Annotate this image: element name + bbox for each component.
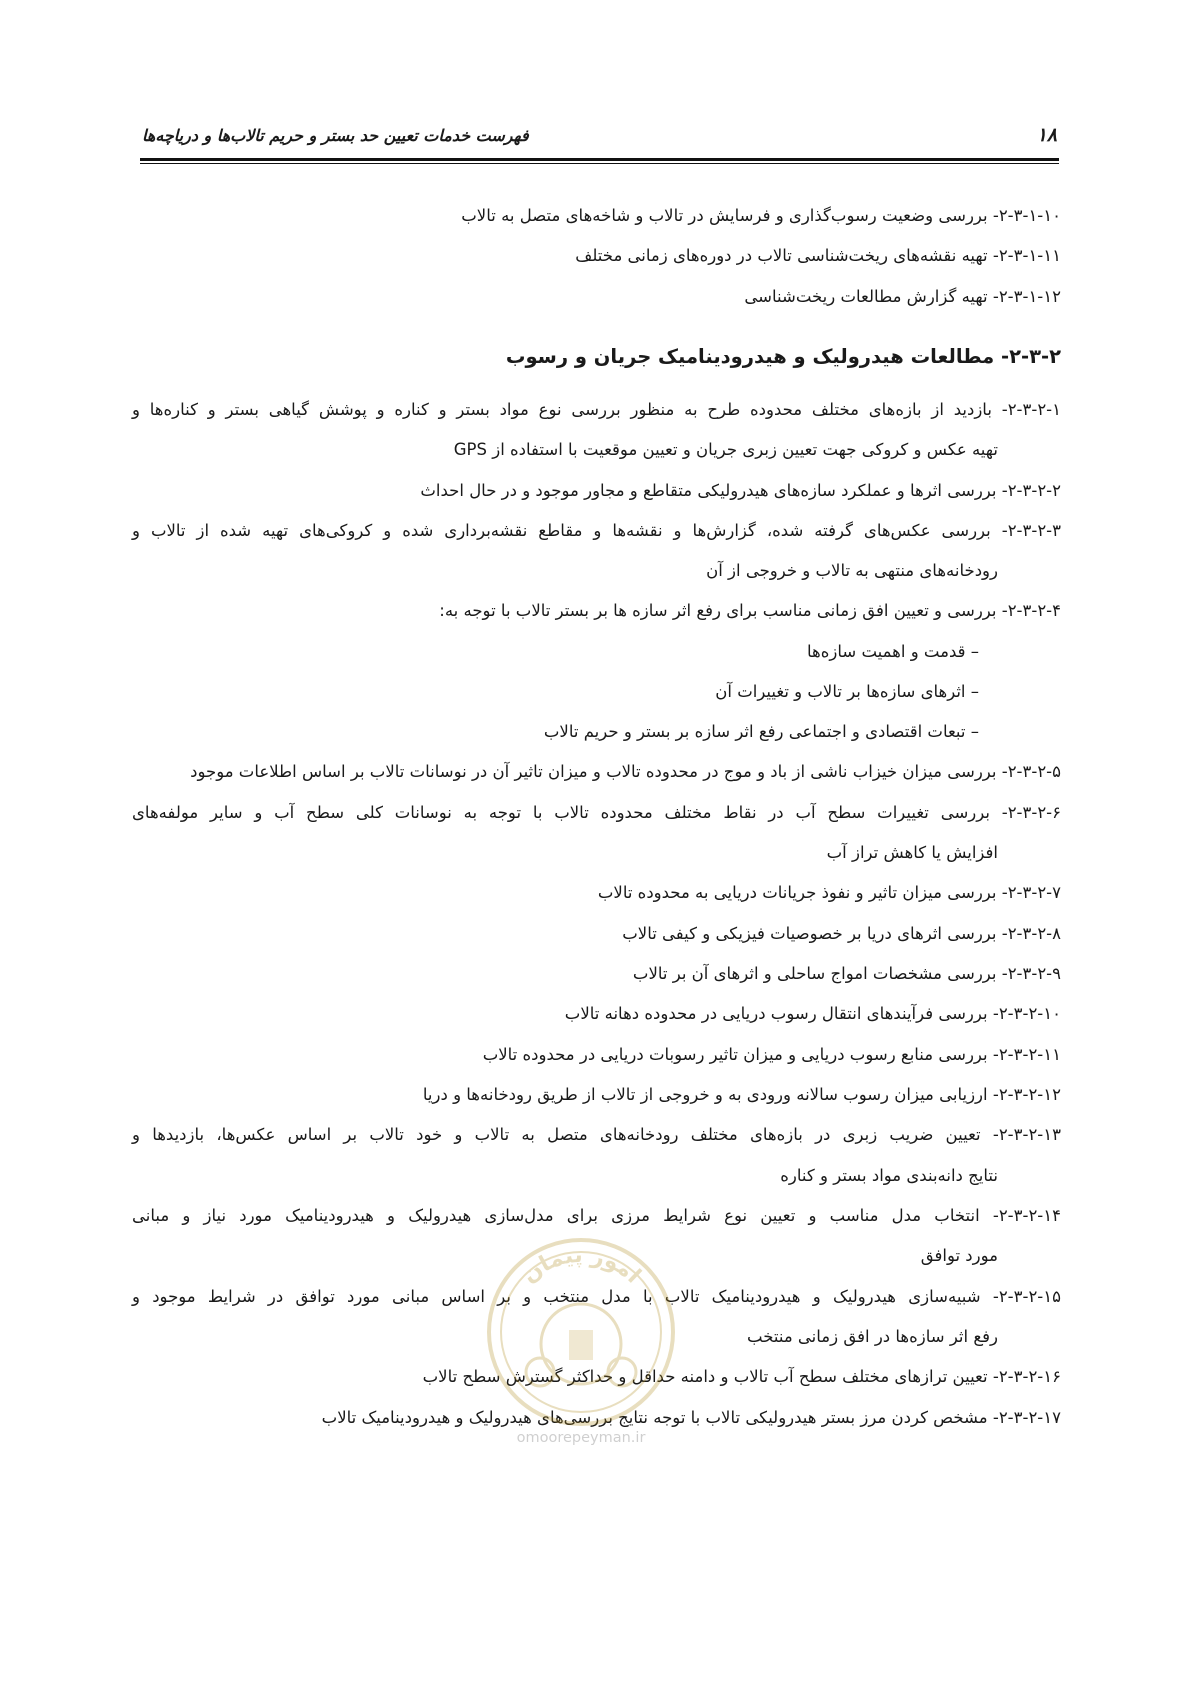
list-item-2-3-2-9: ۲-۳-۲-۹- بررسی مشخصات امواج ساحلی و اثرهای آن بر تالاب [632, 964, 1061, 983]
list-item-2-3-2-3-cont: رودخانه‌های منتهی به تالاب و خروجی از آن [706, 561, 998, 580]
running-header-title: فهرست خدمات تعیین حد بستر و حریم تالاب‌ها و دریاچه‌ها [142, 126, 529, 145]
list-item-2-3-1-12: ۲-۳-۱-۱۲- تهیه گزارش مطالعات ریخت‌شناسی [744, 287, 1061, 306]
list-item-2-3-2-1-cont: تهیه عکس و کروکی جهت تعیین زبری جریان و تعیین موقعیت با استفاده از GPS [453, 440, 998, 459]
list-item-2-3-2-4: ۲-۳-۲-۴- بررسی و تعیین افق زمانی مناسب برای رفع اثر سازه ها بر بستر تالاب با توجه به: [439, 601, 1061, 620]
seal-text: امور پیمان [517, 1242, 646, 1289]
list-item-2-3-2-2: ۲-۳-۲-۲- بررسی اثرها و عملکرد سازه‌های هیدرولیکی متقاطع و مجاور موجود و در حال احداث [420, 481, 1061, 500]
list-item-2-3-1-11: ۲-۳-۱-۱۱- تهیه نقشه‌های ریخت‌شناسی تالاب در دوره‌های زمانی مختلف [575, 246, 1061, 265]
list-item-2-3-1-10: ۲-۳-۱-۱۰- بررسی وضعیت رسوب‌گذاری و فرسایش در تالاب و شاخه‌های متصل به تالاب [461, 206, 1061, 225]
list-item-2-3-2-15-cont: رفع اثر سازه‌ها در افق زمانی منتخب [747, 1327, 998, 1346]
list-item-2-3-2-14: ۲-۳-۲-۱۴- انتخاب مدل مناسب و تعیین نوع شرایط مرزی برای مدل‌سازی هیدرولیک و هیدرودینامیک مورد نیاز و مبانی [132, 1206, 1061, 1225]
list-item-2-3-2-6: ۲-۳-۲-۶- بررسی تغییرات سطح آب در نقاط مختلف محدوده تالاب با توجه به نوسانات کلی سطح آب و سایر مولفه‌های [132, 803, 1061, 822]
list-item-2-3-2-12: ۲-۳-۲-۱۲- ارزیابی میزان رسوب سالانه ورودی به و خروجی از تالاب از طریق رودخانه‌ها و دریا [422, 1085, 1061, 1104]
list-item-2-3-2-13-cont: نتایج دانه‌بندی مواد بستر و کناره [780, 1166, 998, 1185]
list-item-2-3-2-3: ۲-۳-۲-۳- بررسی عکس‌های گرفته شده، گزارش‌ها و نقشه‌ها و مقاطع نقشه‌برداری شده و کروکی‌های تهیه شده از تالاب و [132, 521, 1061, 540]
section-heading-2-3-2: ۲-۳-۲- مطالعات هیدرولیک و هیدرودینامیک جریان و رسوب [505, 345, 1061, 368]
list-item-2-3-2-8: ۲-۳-۲-۸- بررسی اثرهای دریا بر خصوصیات فیزیکی و کیفی تالاب [622, 924, 1061, 943]
list-item-2-3-2-15: ۲-۳-۲-۱۵- شبیه‌سازی هیدرولیک و هیدرودینامیک تالاب با مدل منتخب و بر اساس مبانی مورد توافق در شرایط موجود و [132, 1287, 1061, 1306]
list-item-2-3-2-13: ۲-۳-۲-۱۳- تعیین ضریب زبری در بازه‌های مختلف رودخانه‌های متصل به تالاب و خود تالاب بر اساس عکس‌ها، بازدیدها و [132, 1125, 1061, 1144]
list-item-2-3-2-5: ۲-۳-۲-۵- بررسی میزان خیزاب ناشی از باد و موج در محدوده تالاب و میزان تاثیر آن در نوسانات تالاب بر اساس اطلاعات موجود [190, 762, 1061, 781]
list-item-2-3-2-1: ۲-۳-۲-۱- بازدید از بازه‌های مختلف محدوده طرح به منظور بررسی نوع مواد بستر و کناره و پوشش گیاهی بستر و کناره‌ها و [132, 400, 1061, 419]
list-item-2-3-2-14-cont: مورد توافق [920, 1246, 998, 1265]
list-item-2-3-2-10: ۲-۳-۲-۱۰- بررسی فرآیندهای انتقال رسوب دریایی در محدوده دهانه تالاب [564, 1004, 1061, 1023]
bullet-item: – تبعات اقتصادی و اجتماعی رفع اثر سازه بر بستر و حریم تالاب [543, 722, 979, 741]
list-item-2-3-2-6-cont: افزایش یا کاهش تراز آب [826, 843, 998, 862]
watermark-url: omoorepeyman.ir [516, 1430, 646, 1446]
bullet-item: – قدمت و اهمیت سازه‌ها [807, 642, 979, 661]
list-item-2-3-2-17: ۲-۳-۲-۱۷- مشخص کردن مرز بستر هیدرولیکی تالاب با توجه نتایج بررسی‌های هیدرولیک و هیدرودینامیک تالاب [321, 1408, 1061, 1427]
bullet-item: – اثرهای سازه‌ها بر تالاب و تغییرات آن [715, 682, 979, 701]
page-number: ۱۸ [1036, 124, 1057, 146]
list-item-2-3-2-16: ۲-۳-۲-۱۶- تعیین ترازهای مختلف سطح آب تالاب و دامنه حداقل و حداکثر گسترش سطح تالاب [422, 1367, 1061, 1386]
list-item-2-3-2-7: ۲-۳-۲-۷- بررسی میزان تاثیر و نفوذ جریانات دریایی به محدوده تالاب [597, 883, 1061, 902]
list-item-2-3-2-11: ۲-۳-۲-۱۱- بررسی منابع رسوب دریایی و میزان تاثیر رسوبات دریایی در محدوده تالاب [482, 1045, 1061, 1064]
